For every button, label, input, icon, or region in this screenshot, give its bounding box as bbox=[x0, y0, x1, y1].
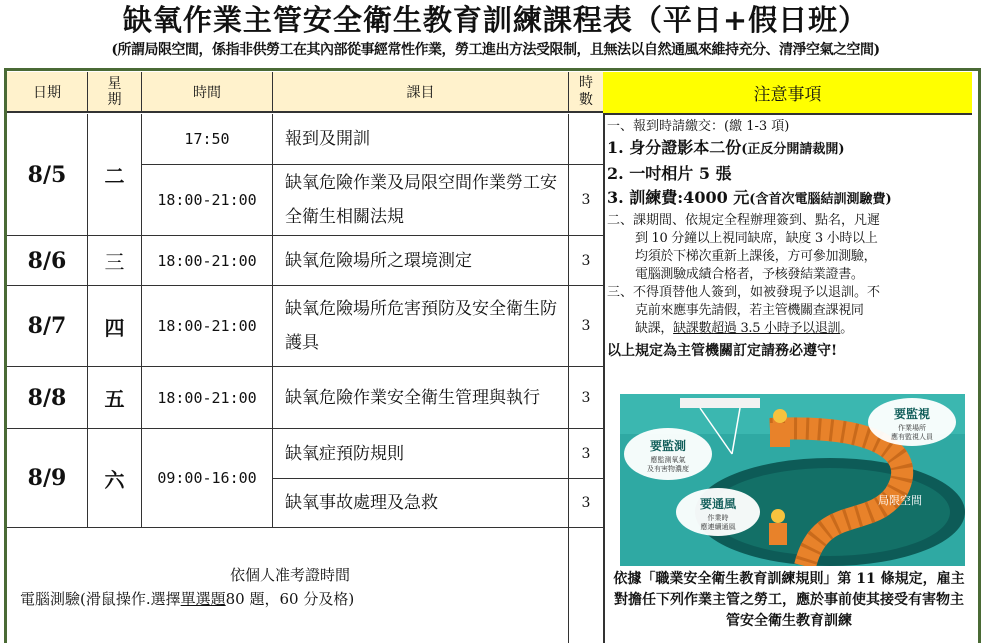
bubble-watch-sub1: 作業場所 bbox=[898, 424, 926, 432]
header-date: 日期 bbox=[7, 72, 87, 113]
weekday-cell: 三 bbox=[87, 235, 141, 285]
time-cell: 17:50 bbox=[141, 114, 272, 164]
course-cell: 報到及開訓 bbox=[272, 114, 568, 164]
notice-item-1: 一、報到時請繳交：(繳 1-3 項) bbox=[607, 119, 790, 134]
date-cell: 8/6 bbox=[7, 235, 87, 285]
weekday-cell: 五 bbox=[87, 366, 141, 428]
hours-cell: 3 bbox=[568, 285, 603, 366]
exam-time-note: 依個人准考證時間 bbox=[229, 566, 350, 584]
legal-basis: 依據「職業安全衛生教育訓練規則」第 11 條規定，雇主對擔任下列作業主管之勞工，應於事前使其接受有害物主管安全衛生教育訓練 bbox=[613, 571, 965, 629]
notice-header: 注意事項 bbox=[603, 72, 972, 115]
requirement-id-copy: 1. 身分證影本二份(正反分開請裁開) bbox=[607, 138, 845, 157]
notice-item-2: 二、課期間、依規定全程辦理簽到、點名，凡遲 bbox=[607, 213, 881, 228]
bubble-ventilate-sub1: 作業時 bbox=[707, 514, 729, 522]
date-cell: 8/7 bbox=[7, 285, 87, 366]
date-cell: 8/9 bbox=[7, 428, 87, 527]
hours-cell bbox=[568, 114, 603, 164]
notice-item-3-cont: 克前來應事先請假，若主管機關查課視同 bbox=[635, 303, 864, 318]
confined-space-illustration bbox=[620, 394, 965, 566]
hours-cell: 3 bbox=[568, 366, 603, 428]
rule-note: 以上規定為主管機關訂定請務必遵守! bbox=[607, 343, 838, 359]
header-course: 課目 bbox=[272, 72, 568, 113]
requirement-photo: 2. 一吋相片 5 張 bbox=[607, 164, 732, 183]
hours-cell: 3 bbox=[568, 164, 603, 235]
weekday-cell: 四 bbox=[87, 285, 141, 366]
notice-item-2-cont: 均須於下梯次重新上課後，方可參加測驗， bbox=[635, 249, 877, 264]
bubble-monitor-sub2: 及有害物濃度 bbox=[647, 465, 689, 473]
weekday-cell: 二 bbox=[87, 114, 141, 235]
hours-cell: 3 bbox=[568, 235, 603, 285]
bubble-watch-title: 要監視 bbox=[893, 407, 931, 421]
date-cell: 8/8 bbox=[7, 366, 87, 428]
course-cell: 缺氧事故處理及急救 bbox=[272, 478, 568, 527]
time-cell: 18:00-21:00 bbox=[141, 235, 272, 285]
date-cell: 8/5 bbox=[27, 161, 67, 188]
notice-item-3: 三、不得頂替他人簽到，如被發現予以退訓。不 bbox=[607, 285, 881, 300]
page-title: 缺氧作業主管安全衛生教育訓練課程表（平日+假日班） bbox=[122, 3, 869, 37]
bubble-watch-sub2: 應有監視人員 bbox=[891, 433, 933, 441]
header-weekday: 星期 bbox=[87, 72, 141, 113]
course-cell: 缺氧危險場所危害預防及安全衛生防護具 bbox=[272, 285, 568, 366]
time-cell: 18:00-21:00 bbox=[141, 366, 272, 428]
notice-item-3-cont: 缺課，缺課數超過 3.5 小時予以退訓。 bbox=[635, 321, 853, 336]
exam-description: 電腦測驗(滑鼠操作.選擇單選題80 題，60 分及格) bbox=[20, 590, 355, 608]
requirement-fee: 3. 訓練費:4000 元(含首次電腦結訓測驗費) bbox=[607, 188, 892, 207]
time-cell: 09:00-16:00 bbox=[141, 428, 272, 527]
course-cell: 缺氧症預防規則 bbox=[272, 428, 568, 478]
course-cell: 缺氧危險作業安全衛生管理與執行 bbox=[272, 366, 568, 428]
time-cell: 18:00-21:00 bbox=[141, 164, 272, 235]
time-cell: 18:00-21:00 bbox=[141, 285, 272, 366]
bubble-monitor-title: 要監測 bbox=[649, 439, 687, 453]
header-hours: 時數 bbox=[568, 72, 603, 113]
course-cell: 缺氧危險場所之環境測定 bbox=[272, 235, 568, 285]
notice-item-2-cont: 電腦測驗成績合格者，予核發結業證書。 bbox=[635, 267, 864, 282]
confined-space-label: 局限空間 bbox=[878, 494, 922, 507]
exam-info bbox=[10, 524, 590, 640]
notice-item-2-cont: 到 10 分鐘以上視同缺席，缺度 3 小時以上 bbox=[635, 231, 878, 246]
header-time: 時間 bbox=[141, 72, 272, 113]
course-cell: 缺氧危險作業及局限空間作業勞工安全衛生相關法規 bbox=[272, 164, 568, 235]
weekday-cell: 六 bbox=[87, 428, 141, 527]
hours-cell: 3 bbox=[568, 478, 603, 527]
notice-body bbox=[607, 118, 971, 360]
bubble-ventilate-title: 要通風 bbox=[699, 497, 737, 511]
bubble-monitor-sub1: 應監測氧氣 bbox=[650, 456, 686, 464]
hours-cell: 3 bbox=[568, 428, 603, 478]
page-subtitle: (所謂局限空間，係指非供勞工在其內部從事經常性作業，勞工進出方法受限制，且無法以自然通風來維持充分、清淨空氣之空間) bbox=[111, 42, 880, 58]
bubble-ventilate-sub2: 應連續通風 bbox=[700, 523, 736, 531]
